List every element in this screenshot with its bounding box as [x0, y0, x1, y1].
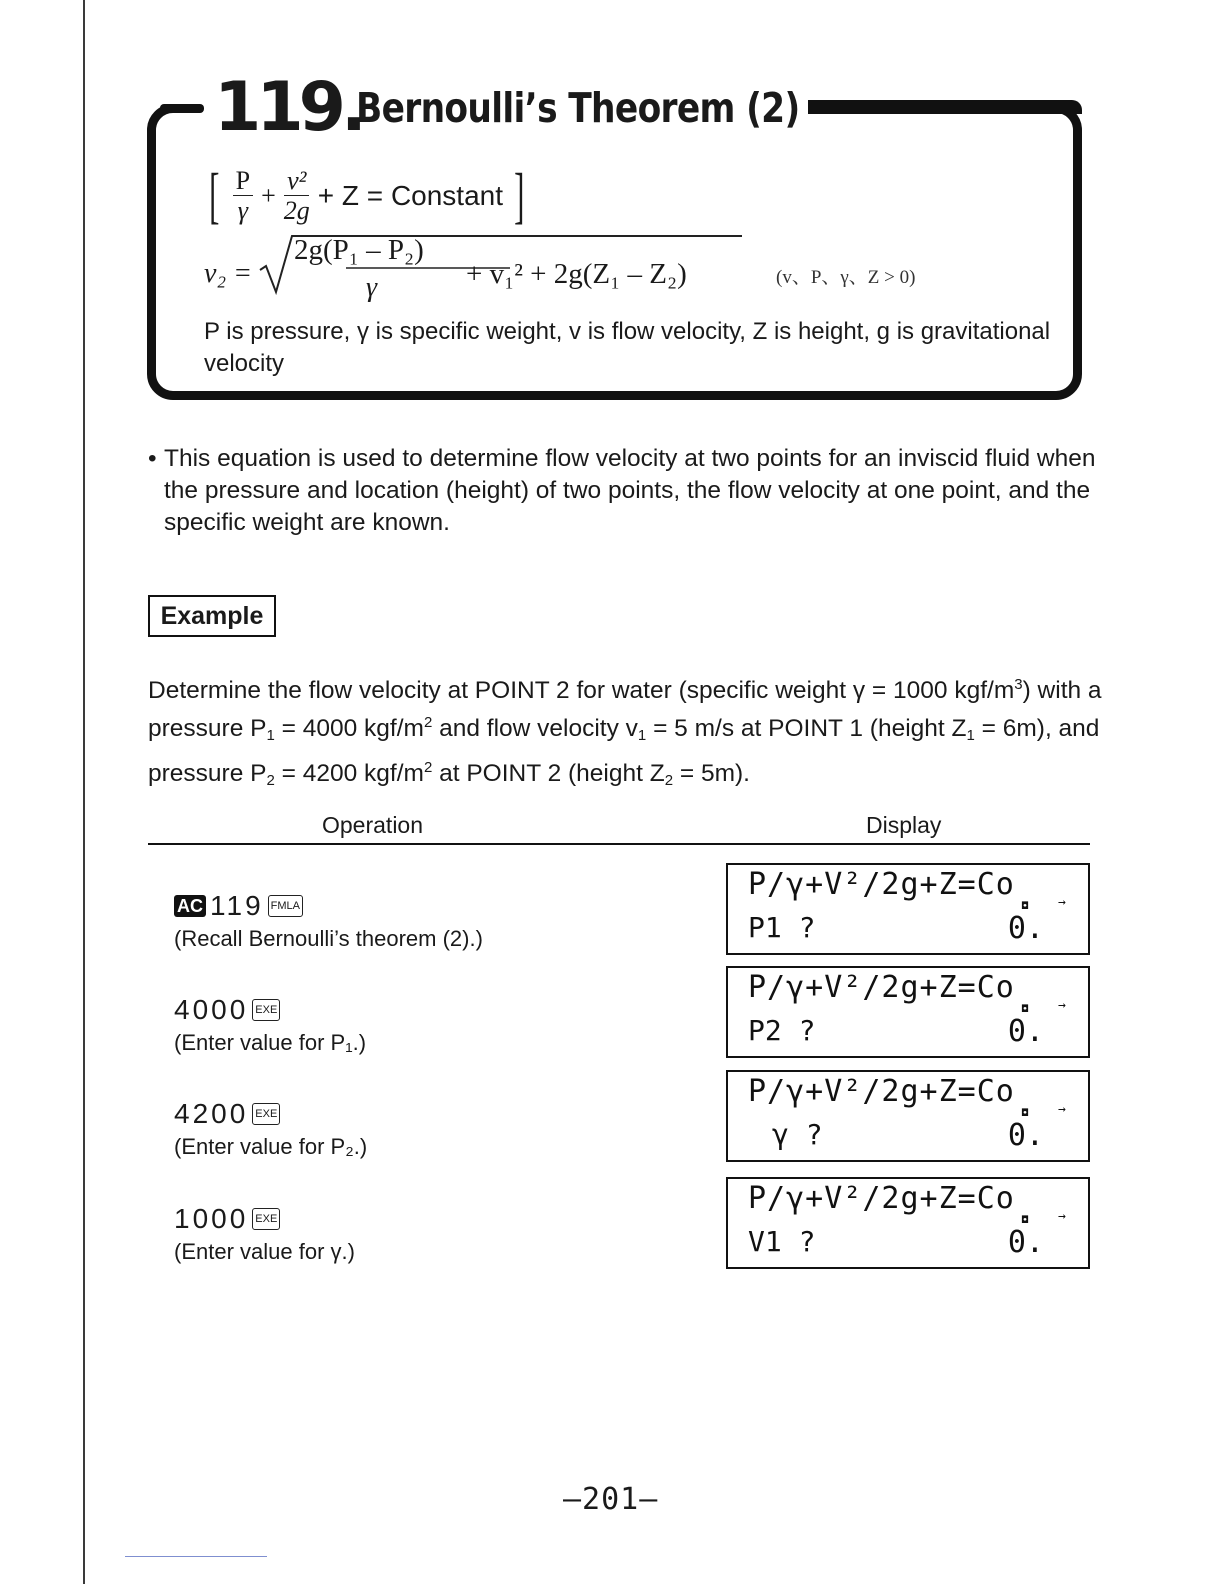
page-number: –201– — [563, 1482, 659, 1517]
arrow-right-icon: → — [1058, 998, 1066, 1013]
arrow-right-icon: → — [1058, 1209, 1066, 1224]
right-bracket: ] — [514, 162, 525, 230]
pressure-fraction: $\frac{P}{\gamma}$ — [233, 168, 253, 224]
operation-step-4 — [174, 1203, 355, 1265]
sqrt-denominator: γ — [366, 272, 378, 303]
display-formula: P/γ+V²/2g+Z=Co — [748, 1181, 1015, 1216]
frame-tab — [160, 104, 204, 113]
table-rule — [148, 843, 1090, 845]
title-bar — [808, 100, 1082, 114]
example-label: Example — [148, 595, 276, 637]
bottom-rule — [125, 1556, 267, 1557]
display-screen-2 — [726, 966, 1090, 1058]
fmla-key-icon: FMLA — [268, 895, 303, 917]
exe-key-icon: EXE — [252, 1208, 280, 1230]
sqrt-remainder: + v₁² + 2g(Z₁ – Z₂) — [466, 258, 687, 290]
indicator-icon: ◘ — [1022, 1004, 1029, 1015]
display-value: 0. — [1007, 1225, 1044, 1260]
display-formula: P/γ+V²/2g+Z=Co — [748, 970, 1015, 1005]
display-screen-4 — [726, 1177, 1090, 1269]
display-prompt: γ ? — [772, 1118, 823, 1151]
intro-text: This equation is used to determine flow velocity at two points for an inviscid fluid when the pressure and location (height) of two points, the flow velocity at one point, and the specific weight are known. — [164, 445, 1096, 536]
display-value: 0. — [1007, 1014, 1044, 1049]
intro-paragraph — [148, 443, 1098, 539]
formula-lhs: v₂ = — [204, 258, 253, 289]
section-title: Bernoulli’s Theorem (2) — [356, 84, 800, 132]
display-value: 0. — [1007, 911, 1044, 946]
display-prompt: P1 ? — [748, 911, 816, 944]
step-digits: 4200 — [174, 1098, 249, 1129]
indicator-icon: ◘ — [1022, 1215, 1029, 1226]
left-bracket: [ — [209, 162, 220, 230]
exe-key-icon: EXE — [252, 1103, 280, 1125]
operation-header: Operation — [322, 812, 424, 838]
exe-key-icon: EXE — [252, 999, 280, 1021]
arrow-right-icon: → — [1058, 1102, 1066, 1117]
section-number: 119. — [214, 68, 362, 147]
formula-description: P is pressure, γ is specific weight, v is flow velocity, Z is height, g is gravitational velocity — [204, 318, 1051, 377]
display-prompt: V1 ? — [748, 1225, 816, 1258]
display-header: Display — [866, 812, 942, 838]
binding-line — [83, 0, 85, 1584]
display-value: 0. — [1007, 1118, 1044, 1153]
step-digits: 4000 — [174, 994, 249, 1025]
bullet: • — [148, 445, 157, 472]
step-note: (Enter value for γ.) — [174, 1239, 355, 1264]
display-formula: P/γ+V²/2g+Z=Co — [748, 1074, 1015, 1109]
problem-statement: Determine the flow velocity at POINT 2 for water (specific weight γ = 1000 kgf/$m^3$) with a pressure $P_1 = 4000$ kgf/$m^2$ and flow velocity $v_1 = 5$ m/s at POINT 1 (height $Z_1 = 6m$), and pressure $P_2 = 4200$ kgf/$m^2$ at POINT 2 (height $Z_2 = 5m$). — [148, 676, 1102, 789]
formula-condition: (v、P、γ、Z > 0) — [776, 267, 916, 288]
ac-key-icon: AC — [174, 895, 206, 917]
sqrt-numerator: 2g(P₁ – P₂) — [294, 234, 424, 266]
arrow-right-icon: → — [1058, 895, 1066, 910]
display-prompt: P2 ? — [748, 1014, 816, 1047]
step-note: (Enter value for P₂.) — [174, 1134, 368, 1159]
operation-step-1 — [174, 890, 483, 952]
velocity-fraction: $\frac{\text{v²}}{2g}$ — [283, 166, 310, 225]
display-screen-3 — [726, 1070, 1090, 1162]
step-digits: 119 — [210, 890, 264, 921]
display-formula: P/γ+V²/2g+Z=Co — [748, 867, 1015, 902]
operation-step-2 — [174, 994, 366, 1056]
display-screen-1 — [726, 863, 1090, 955]
step-note: (Enter value for P₁.) — [174, 1030, 367, 1055]
step-note: (Recall Bernoulli’s theorem (2).) — [174, 926, 483, 951]
indicator-icon: ◘ — [1022, 901, 1029, 912]
operation-step-3 — [174, 1098, 367, 1160]
indicator-icon: ◘ — [1022, 1108, 1029, 1119]
bernoulli-formula: [ $\frac{P}{\gamma}$ + $\frac{\text{v²}}{2g}$ + Z = Constant ] — [209, 162, 525, 230]
step-digits: 1000 — [174, 1203, 249, 1234]
